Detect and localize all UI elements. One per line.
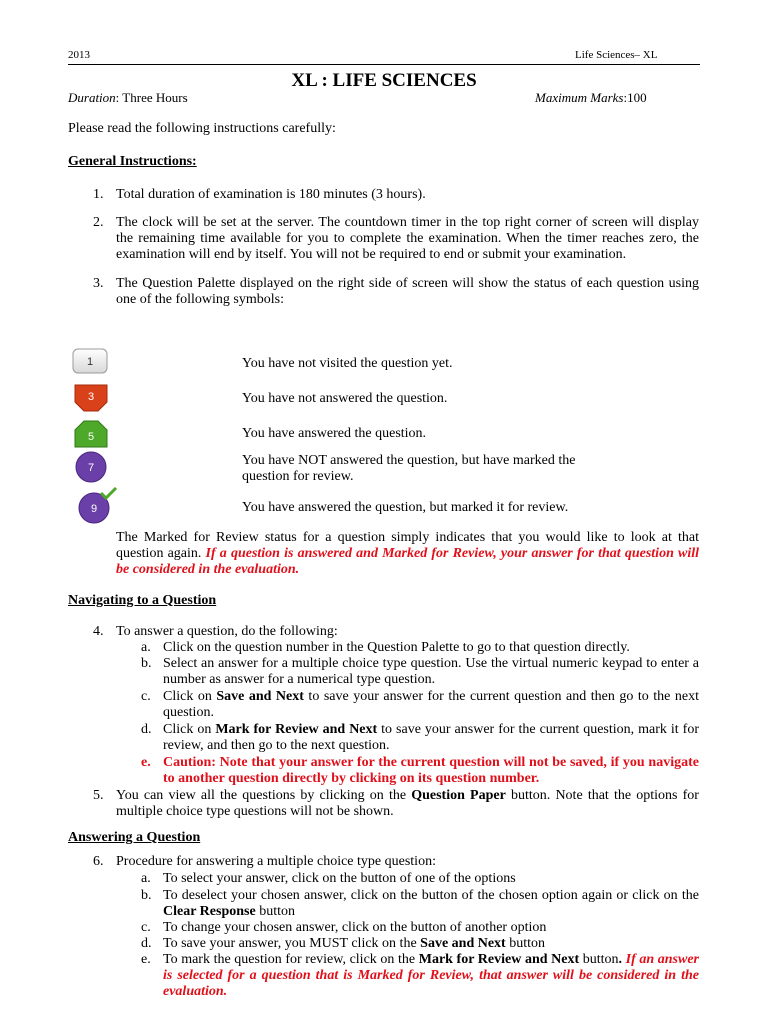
intro-text: Please read the following instructions carefully: <box>68 121 336 136</box>
save-next-term: Save and Next <box>216 689 304 704</box>
mark-review-next-term: Mark for Review and Next <box>215 722 378 737</box>
max-marks <box>535 90 647 106</box>
header-year: 2013 <box>68 49 90 61</box>
header-subject: Life Sciences– XL <box>575 49 658 61</box>
duration-label: Duration <box>68 90 116 105</box>
review-note <box>116 530 699 578</box>
duration <box>68 90 188 106</box>
item-number: 3. <box>93 276 104 291</box>
item-number: 6. <box>93 854 104 869</box>
not-answered-icon <box>74 384 108 412</box>
symbol-desc-not-answered: You have not answered the question. <box>242 391 448 406</box>
answer-sub-c: To change your chosen answer, click on the button of another option <box>163 920 547 935</box>
review-note-emphasis: If a question is answered and Marked for Review, your answer for that question will be considered in the evaluation. <box>116 546 699 577</box>
text-run: to save your answer for the current question, mark it for review, and then go to the next question. <box>163 722 699 753</box>
marks-label: Maximum Marks <box>535 90 624 105</box>
answer-sub-e-emphasis: If an answer is selected for a question that is Marked for Review, that answer will be considered in the evaluation. <box>163 952 700 999</box>
nav-sub-b: Select an answer for a multiple choice type question. Use the virtual numeric keypad to enter a number as answer for a numerical type question. <box>163 656 699 687</box>
sub-label: e. <box>141 952 151 967</box>
sub-label: c. <box>141 689 151 704</box>
nav-item-4: To answer a question, do the following: <box>116 624 338 639</box>
symbol-number: 1 <box>86 356 94 368</box>
symbol-desc-answered-marked: You have answered the question, but marked it for review. <box>242 500 569 515</box>
marked-review-icon <box>74 450 108 484</box>
answer-item-6: Procedure for answering a multiple choice type question: <box>116 854 436 869</box>
general-item-3: The Question Palette displayed on the right side of screen will show the status of each question using one of the following symbols: <box>116 276 699 307</box>
symbol-desc-not-visited: You have not visited the question yet. <box>242 356 453 371</box>
nav-sub-e-caution: Caution: Note that your answer for the current question will not be saved, if you navigate to another question directly by clicking on its question number. <box>163 755 699 786</box>
symbol-desc-line: You have NOT answered the question, but have marked the <box>242 453 576 468</box>
answer-sub-e <box>163 952 699 1000</box>
answered-marked-review-icon <box>77 487 119 525</box>
symbol-number: 3 <box>87 391 95 403</box>
duration-value: : Three Hours <box>115 90 188 105</box>
text-run: To mark the question for review, click on the <box>163 952 419 967</box>
symbol-desc-marked-review <box>242 453 575 485</box>
item-number: 2. <box>93 215 104 230</box>
text-run: button <box>579 952 619 967</box>
nav-sub-c <box>163 689 699 721</box>
text-run: to save your answer for the current question and then go to the next question. <box>163 689 699 720</box>
nav-item-5 <box>116 788 699 820</box>
text-run: button. Note that the options for multiple choice type questions will not be shown. <box>116 788 699 819</box>
sub-label: d. <box>141 936 152 951</box>
section-general: General Instructions: <box>68 154 197 169</box>
section-navigating: Navigating to a Question <box>68 593 217 608</box>
mark-review-next-term: Mark for Review and Next <box>418 952 580 967</box>
save-next-term: Save and Next <box>420 936 506 951</box>
text-run: To deselect your chosen answer, click on the button of the chosen option again or click on the <box>163 888 699 903</box>
question-paper-term: Question Paper <box>411 788 506 803</box>
check-icon <box>101 488 116 498</box>
header-rule <box>68 64 700 65</box>
clear-response-term: Clear Response <box>163 904 256 919</box>
sub-label: e. <box>141 755 151 770</box>
sub-label: d. <box>141 722 152 737</box>
answer-sub-b <box>163 888 699 920</box>
item-number: 1. <box>93 187 104 202</box>
sub-label: b. <box>141 888 152 903</box>
text-run: Click on <box>163 689 217 704</box>
sub-label: a. <box>141 640 151 655</box>
nav-sub-d <box>163 722 699 754</box>
symbol-number: 7 <box>87 462 95 474</box>
text-run: button <box>505 936 545 951</box>
marks-value: :100 <box>623 90 647 105</box>
answered-icon <box>74 420 108 448</box>
symbol-number: 9 <box>90 503 98 515</box>
sub-label: a. <box>141 871 151 886</box>
review-note-text: The Marked for Review status for a question simply indicates that you would like to look at that question again. <box>116 530 699 561</box>
section-answering: Answering a Question <box>68 830 201 845</box>
sub-label: c. <box>141 920 151 935</box>
general-item-1: Total duration of examination is 180 minutes (3 hours). <box>116 187 426 202</box>
text-run: To save your answer, you MUST click on the <box>163 936 421 951</box>
symbol-desc-line: question for review. <box>242 469 354 484</box>
not-visited-icon <box>72 348 108 374</box>
text-run: button <box>255 904 295 919</box>
item-number: 4. <box>93 624 104 639</box>
nav-sub-a: Click on the question number in the Question Palette to go to that question directly. <box>163 640 630 655</box>
symbol-number: 5 <box>87 431 95 443</box>
general-item-2: The clock will be set at the server. The countdown timer in the top right corner of screen will display the remaining time available for you to complete the examination. When the timer reaches zero, the examination will end by itself. You will not be required to end or submit your examination. <box>116 215 699 262</box>
answer-sub-a: To select your answer, click on the button of one of the options <box>163 871 516 886</box>
text-run: Click on <box>163 722 216 737</box>
item-number: 5. <box>93 788 104 803</box>
sub-label: b. <box>141 656 152 671</box>
symbol-desc-answered: You have answered the question. <box>242 426 427 441</box>
page-title: XL : LIFE SCIENCES <box>291 70 477 91</box>
text-run: You can view all the questions by clicking on the <box>116 788 412 803</box>
answer-sub-d <box>163 936 699 952</box>
text-run: . <box>618 952 623 967</box>
